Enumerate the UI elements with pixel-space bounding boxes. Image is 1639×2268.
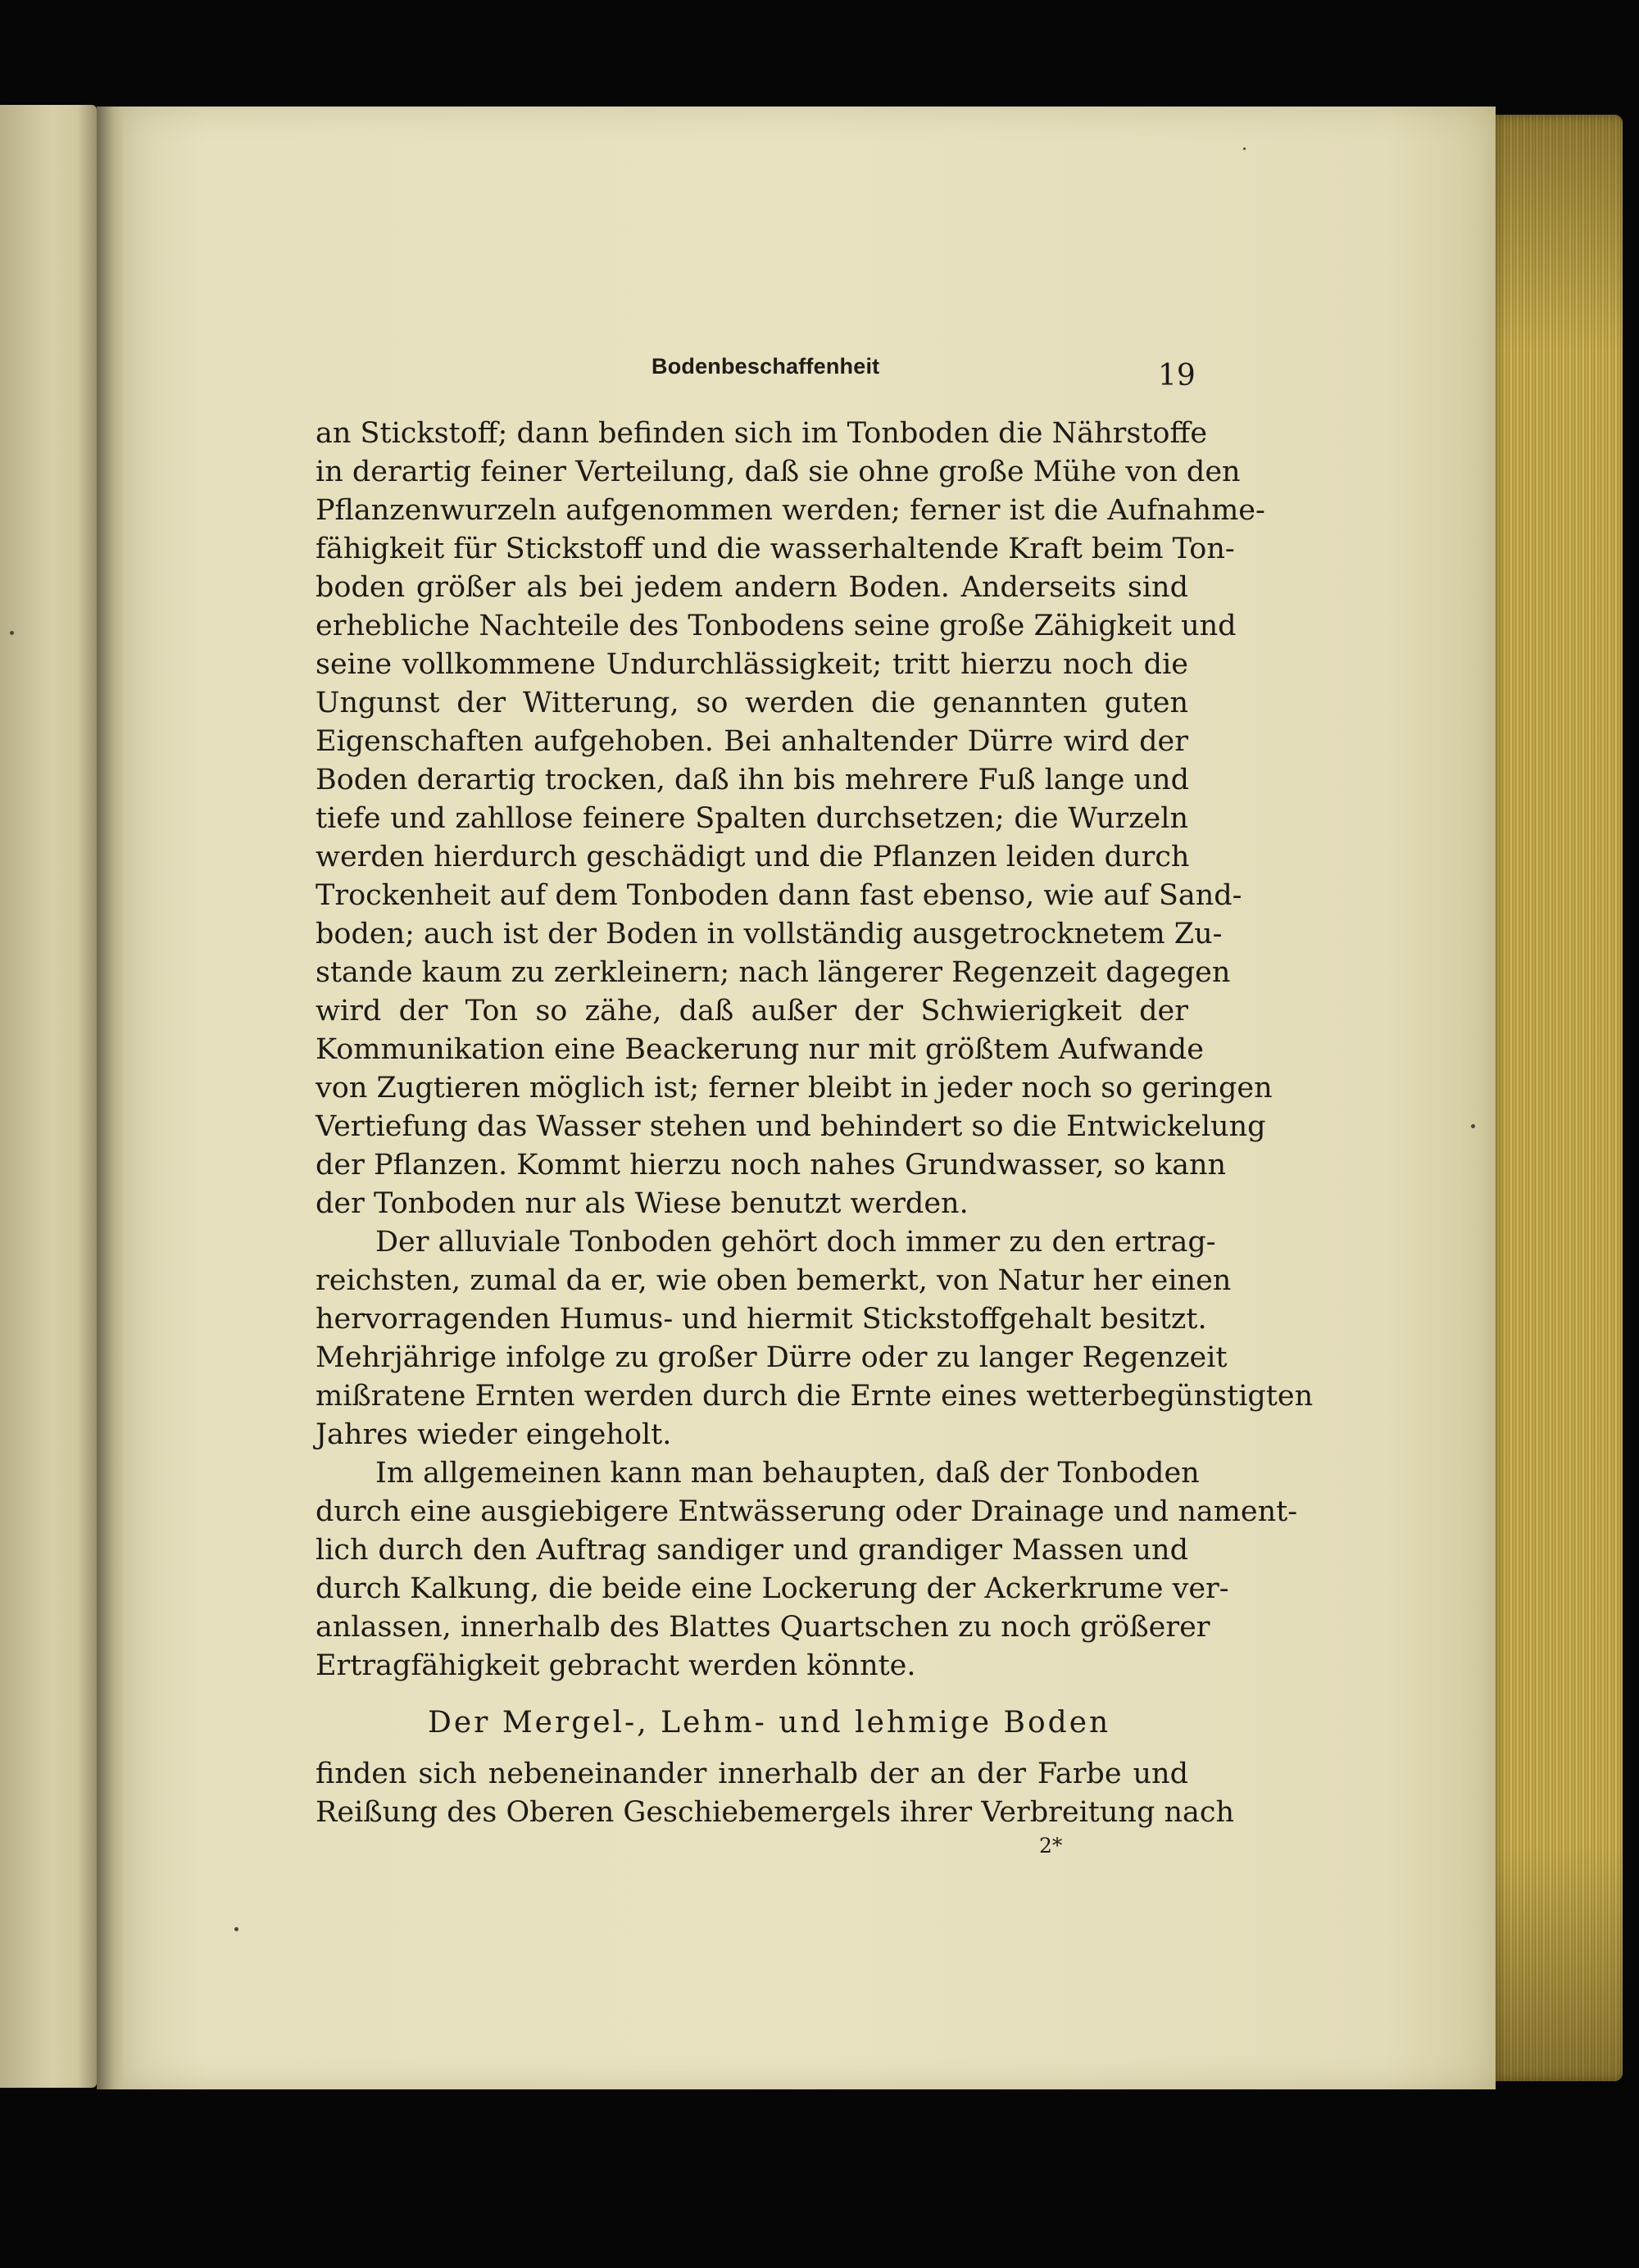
text-line: hervorragenden Humus- und hiermit Stickstoffgehalt besitzt. xyxy=(316,1303,1207,1336)
text-line: Mehrjährige infolge zu großer Dürre oder zu langer Regenzeit xyxy=(316,1341,1228,1374)
text-line: der Tonboden nur als Wiese benutzt werden. xyxy=(316,1187,969,1220)
text-line: werden hierdurch geschädigt und die Pflanzen leiden durch xyxy=(316,841,1190,873)
text-line: in derartig feiner Verteilung, daß sie ohne große Mühe von den xyxy=(316,456,1241,488)
text-line: Im allgemeinen kann man behaupten, daß der Tonboden xyxy=(375,1457,1200,1490)
text-line: Ungunst der Witterung, so werden die genannten guten xyxy=(316,687,1188,719)
text-line: erhebliche Nachteile des Tonbodens seine große Zähigkeit und xyxy=(316,610,1237,642)
text-line: Trockenheit auf dem Tonboden dann fast ebenso, wie auf Sand- xyxy=(316,879,1242,912)
text-line: Pflanzenwurzeln aufgenommen werden; ferner ist die Aufnahme- xyxy=(316,494,1265,527)
text-line: Vertiefung das Wasser stehen und behindert so die Entwickelung xyxy=(316,1110,1266,1143)
text-line: der Pflanzen. Kommt hierzu noch nahes Grundwasser, so kann xyxy=(316,1149,1227,1182)
text-line: Kommunikation eine Beackerung nur mit größtem Aufwande xyxy=(316,1033,1204,1066)
section-heading: Der Mergel-, Lehm- und lehmige Boden xyxy=(428,1706,1111,1740)
text-line: durch Kalkung, die beide eine Lockerung der Ackerkrume ver- xyxy=(316,1572,1229,1605)
text-line: boden; auch ist der Boden in vollständig ausgetrocknetem Zu- xyxy=(316,918,1223,950)
text-line: lich durch den Auftrag sandiger und grandiger Massen und xyxy=(316,1534,1188,1567)
text-line: mißratene Ernten werden durch die Ernte eines wetterbegünstigten xyxy=(316,1380,1314,1413)
text-line: Der alluviale Tonboden gehört doch immer zu den ertrag- xyxy=(375,1226,1216,1259)
page-number: 19 xyxy=(1158,359,1196,392)
running-head: Bodenbeschaffenheit xyxy=(652,354,880,379)
text-line: Eigenschaften aufgehoben. Bei anhaltender Dürre wird der xyxy=(316,725,1188,758)
scan-speck xyxy=(1471,1124,1475,1128)
text-line: von Zugtieren möglich ist; ferner bleibt in jeder noch so geringen xyxy=(316,1072,1273,1105)
text-line: Jahres wieder eingeholt. xyxy=(316,1418,672,1451)
scan-speck xyxy=(1243,147,1246,150)
text-line: durch eine ausgiebigere Entwässerung oder Drainage und nament- xyxy=(316,1495,1298,1528)
text-line: Boden derartig trocken, daß ihn bis mehrere Fuß lange und xyxy=(316,764,1189,796)
text-line: finden sich nebeneinander innerhalb der an der Farbe und xyxy=(316,1758,1188,1790)
text-line: stande kaum zu zerkleinern; nach längerer Regenzeit dagegen xyxy=(316,956,1231,989)
signature-mark: 2* xyxy=(1039,1834,1063,1857)
text-line: seine vollkommene Undurchlässigkeit; tritt hierzu noch die xyxy=(316,648,1188,681)
text-line: fähigkeit für Stickstoff und die wasserhaltende Kraft beim Ton- xyxy=(316,533,1235,565)
text-line: tiefe und zahllose feinere Spalten durchsetzen; die Wurzeln xyxy=(316,802,1188,835)
text-line: wird der Ton so zähe, daß außer der Schwierigkeit der xyxy=(316,995,1188,1027)
scan-speck xyxy=(234,1927,238,1931)
page-block-shade xyxy=(1490,115,1623,2081)
text-line: reichsten, zumal da er, wie oben bemerkt, von Natur her einen xyxy=(316,1264,1232,1297)
text-line: Ertragfähigkeit gebracht werden könnte. xyxy=(316,1649,916,1682)
text-line: an Stickstoff; dann befinden sich im Tonboden die Nährstoffe xyxy=(316,417,1208,450)
text-line: Reißung des Oberen Geschiebemergels ihrer Verbreitung nach xyxy=(316,1796,1235,1829)
text-line: boden größer als bei jedem andern Boden. Anderseits sind xyxy=(316,571,1188,604)
scan-speck xyxy=(10,631,14,635)
text-line: anlassen, innerhalb des Blattes Quartschen zu noch größerer xyxy=(316,1611,1210,1644)
previous-page-edge xyxy=(0,105,97,2088)
